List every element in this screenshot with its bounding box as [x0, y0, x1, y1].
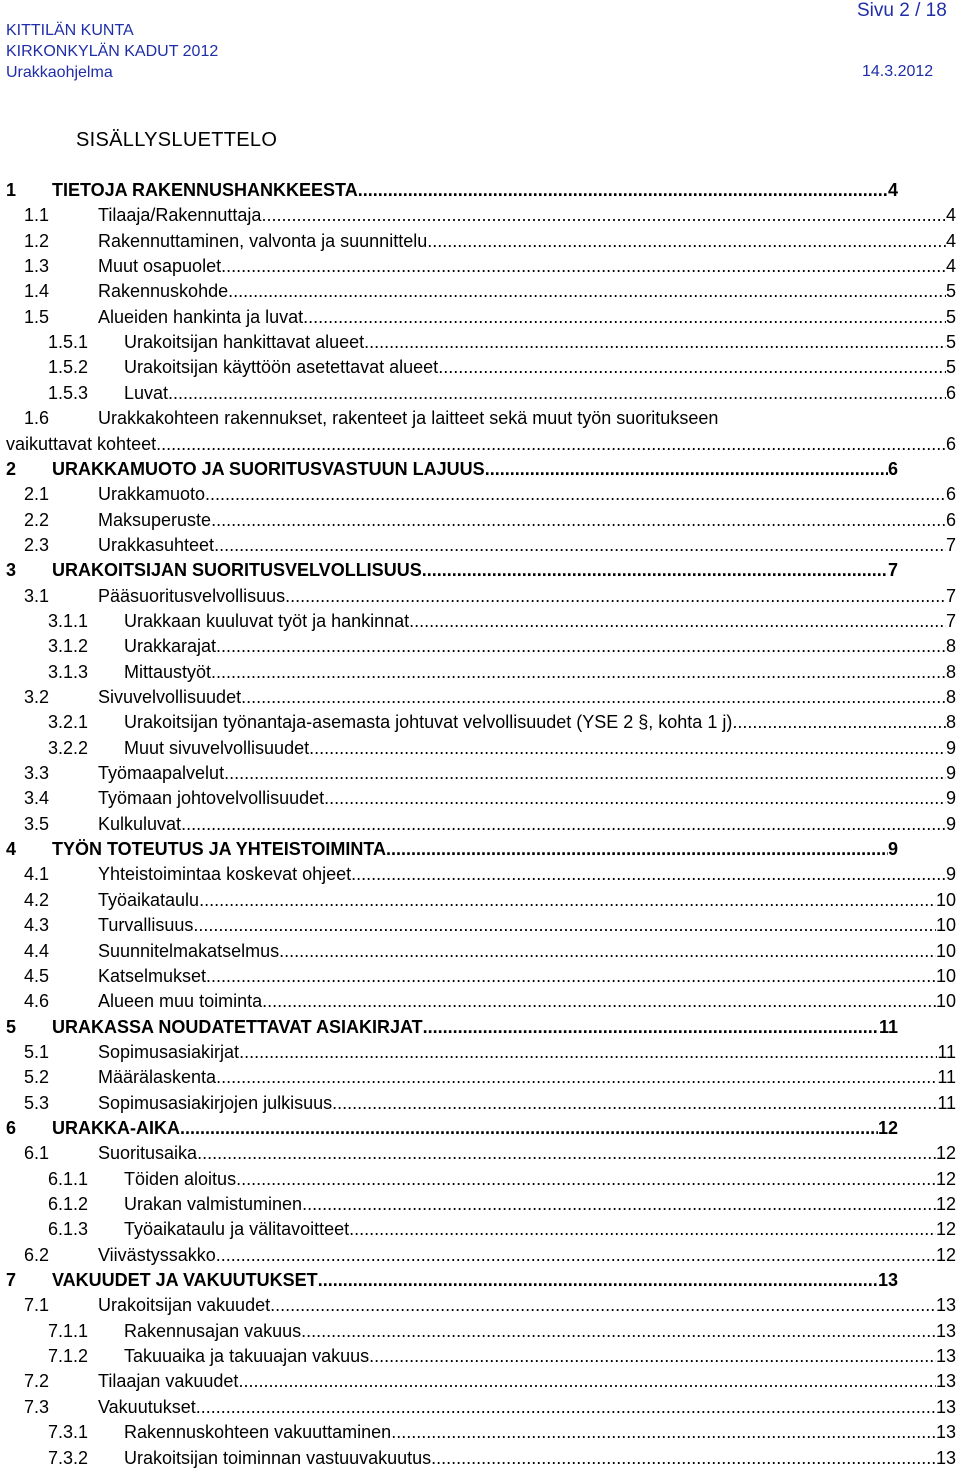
toc-entry-number: 7.3.2	[48, 1447, 89, 1468]
toc-entry-number: 3.2.1	[48, 712, 89, 733]
toc-entry-title: Suunnitelmakatselmus	[98, 940, 280, 961]
toc-entry[interactable]	[0, 1268, 960, 1293]
dot-leader	[485, 457, 888, 482]
toc-entry-number: 2.2	[24, 509, 50, 530]
dot-leader	[332, 1091, 937, 1116]
toc-entry-page: 10	[935, 991, 956, 1012]
toc-entry-page: 7	[945, 610, 956, 631]
toc-entry-title: Urakoitsijan toiminnan vastuuvakuutus	[124, 1447, 432, 1468]
toc-entry-page: 9	[945, 788, 956, 809]
dot-leader	[423, 1015, 879, 1040]
toc-entry[interactable]	[0, 482, 960, 507]
toc-entry-page: 5	[945, 281, 956, 302]
toc-entry-number: 3.2	[24, 687, 50, 707]
toc-entry-title: Urakoitsijan käyttöön asetettavat alueet	[124, 357, 439, 378]
toc-entry[interactable]	[0, 1319, 960, 1344]
toc-entry-number: 7.3	[24, 1396, 50, 1417]
header-project: KIRKONKYLÄN KADUT 2012	[6, 43, 219, 60]
dot-leader	[301, 1319, 936, 1344]
dot-leader	[422, 558, 888, 583]
toc-entry-number: 4	[6, 839, 17, 860]
toc-entry[interactable]	[0, 1116, 960, 1141]
toc-entry[interactable]	[0, 558, 960, 583]
toc-entry-page: 10	[935, 965, 956, 986]
toc-entry-title: Maksuperuste	[98, 509, 212, 530]
toc-entry-number: 1.1	[24, 205, 50, 226]
dot-leader	[216, 1065, 937, 1090]
toc-entry-number: 4.4	[24, 940, 50, 961]
toc-entry[interactable]	[0, 1344, 960, 1369]
toc-entry-title: Urakkarajat	[124, 636, 217, 657]
toc-entry-number: 1.5	[24, 306, 50, 327]
dot-leader	[216, 634, 946, 659]
toc-entry-number: 4.2	[24, 889, 50, 910]
toc-entry-title: Rakennusajan vakuus	[124, 1320, 302, 1341]
toc-entry[interactable]	[0, 279, 960, 304]
dot-leader	[238, 1369, 936, 1394]
toc-entry[interactable]	[0, 1395, 960, 1420]
toc-entry-number: 6.1	[24, 1143, 50, 1164]
dot-leader	[205, 482, 946, 507]
toc-entry-title: Alueiden hankinta ja luvat	[98, 306, 304, 327]
dot-leader	[279, 939, 936, 964]
toc-entry-title: Mittaustyöt	[124, 661, 212, 682]
dot-leader	[193, 913, 936, 938]
toc-entry-page: 12	[935, 1143, 956, 1164]
toc-entry-number: 5.2	[24, 1067, 50, 1088]
dot-leader	[270, 1293, 936, 1318]
toc-entry-number: 3.5	[24, 813, 50, 834]
toc-entry[interactable]	[0, 381, 960, 406]
toc-entry-title: Tilaajan vakuudet	[98, 1371, 239, 1392]
toc-entry-number: 3.1.3	[48, 661, 89, 682]
toc-entry-page: 4	[945, 230, 956, 251]
toc-entry-title: VAKUUDET JA VAKUUTUKSET	[52, 1270, 318, 1291]
toc-entry-page: 6	[945, 484, 956, 505]
toc-entry[interactable]	[0, 1446, 960, 1471]
toc-entry-page: 13	[935, 1396, 956, 1417]
toc-entry-title: Urakkamuoto	[98, 484, 206, 505]
toc-entry-number: 6.2	[24, 1244, 50, 1265]
toc-entry[interactable]	[0, 660, 960, 685]
dot-leader	[180, 1116, 878, 1141]
toc-entry[interactable]	[0, 1293, 960, 1318]
toc-entry-number: 7.1.2	[48, 1346, 89, 1367]
toc-entry-page: 9	[945, 813, 956, 834]
toc-entry-page: 6	[945, 433, 956, 454]
dot-leader	[221, 254, 946, 279]
toc-entry[interactable]	[0, 1065, 960, 1090]
toc-entry-page: 9	[887, 839, 898, 860]
toc-entry-page: 5	[945, 332, 956, 353]
toc-entry-page: 11	[878, 1016, 898, 1037]
toc-entry-page: 11	[937, 1067, 956, 1088]
toc-entry[interactable]	[0, 913, 960, 938]
toc-entry-page: 5	[945, 357, 956, 378]
dot-leader	[224, 761, 946, 786]
toc-entry[interactable]	[0, 634, 960, 659]
toc-entry-page: 4	[887, 180, 898, 200]
toc-entry-title: URAKOITSIJAN SUORITUSVELVOLLISUUS	[52, 560, 422, 581]
toc-entry-page: 10	[935, 915, 956, 936]
toc-entry-title: Urakoitsijan hankittavat alueet	[124, 332, 365, 353]
header-date: 14.3.2012	[862, 63, 934, 80]
toc-entry-page: 9	[945, 864, 956, 885]
toc-entry-page: 6	[945, 382, 956, 403]
toc-entry[interactable]	[0, 508, 960, 533]
toc-entry-page: 6	[945, 509, 956, 530]
toc-entry[interactable]	[0, 1369, 960, 1394]
dot-leader	[228, 279, 946, 304]
toc-entry-title: Yhteistoimintaa koskevat ohjeet	[98, 864, 352, 885]
toc-entry[interactable]	[0, 862, 960, 887]
dot-leader	[351, 862, 946, 887]
toc-entry-number: 1.4	[24, 281, 50, 302]
dot-leader	[318, 1268, 878, 1293]
toc-entry[interactable]	[0, 203, 960, 228]
dot-leader	[427, 229, 946, 254]
toc-entry-page: 13	[935, 1422, 956, 1443]
toc-entry-page: 12	[935, 1219, 956, 1240]
toc-entry-page: 7	[945, 534, 956, 555]
toc-entry-number: 7.2	[24, 1371, 50, 1392]
toc-entry-title: Sivuvelvollisuudet	[98, 687, 242, 707]
toc-entry-page: 13	[935, 1295, 956, 1316]
toc-entry-title: Viivästyssakko	[98, 1244, 216, 1265]
toc-entry-number: 7	[6, 1270, 17, 1291]
toc-entry-page: 11	[937, 1041, 956, 1062]
dot-leader	[303, 305, 946, 330]
toc-entry-page: 13	[935, 1320, 956, 1341]
page-number: Sivu 2 / 18	[857, 0, 947, 21]
toc-entry[interactable]	[0, 1243, 960, 1268]
dot-leader	[358, 178, 888, 203]
toc-entry-title: Kulkuluvat	[98, 813, 182, 834]
toc-entry-number: 1	[6, 180, 17, 200]
toc-entry-title: TIETOJA RAKENNUSHANKKEESTA	[52, 180, 358, 200]
toc-entry-number: 6.1.3	[48, 1219, 89, 1240]
toc-entry-number: 1.5.1	[48, 332, 89, 353]
toc-entry-number: 2	[6, 458, 17, 479]
dot-leader	[211, 660, 946, 685]
dot-leader	[216, 1243, 936, 1268]
toc-entry[interactable]	[0, 254, 960, 279]
toc-entry-page: 11	[937, 1092, 956, 1113]
toc-entry-number: 4.6	[24, 991, 50, 1012]
toc-entry-title: Takuuaika ja takuuajan vakuus	[124, 1346, 370, 1367]
toc-entry-title: Urakkakohteen rakennukset, rakenteet ja laitteet sekä muut työn suoritukseen	[98, 408, 719, 429]
toc-entry[interactable]	[0, 736, 960, 761]
dot-leader	[309, 736, 946, 761]
toc-entry-title: URAKKA-AIKA	[52, 1117, 180, 1138]
dot-leader	[214, 533, 946, 558]
toc-entry[interactable]	[0, 837, 960, 862]
toc-entry[interactable]	[0, 406, 960, 431]
dot-leader	[364, 330, 946, 355]
dot-leader	[199, 888, 936, 913]
dot-leader	[181, 812, 946, 837]
toc-entry[interactable]	[0, 888, 960, 913]
toc-entry-title: Tilaaja/Rakennuttaja	[98, 205, 262, 226]
dot-leader	[197, 1141, 936, 1166]
toc-entry-title: Työaikataulu	[98, 889, 200, 910]
dot-leader	[156, 432, 946, 457]
toc-entry-title-continued: vaikuttavat kohteet	[6, 433, 157, 454]
toc-entry-page: 5	[945, 306, 956, 327]
dot-leader	[196, 1395, 936, 1420]
toc-entry-number: 5	[6, 1016, 17, 1037]
dot-leader	[261, 203, 946, 228]
toc-entry-title: Katselmukset	[98, 965, 207, 986]
toc-entry-page: 13	[935, 1447, 956, 1468]
toc-entry[interactable]	[0, 457, 960, 482]
header-doc-type: Urakkaohjelma	[6, 64, 113, 81]
toc-entry-number: 7.1	[24, 1295, 50, 1316]
toc-entry-number: 1.3	[24, 256, 50, 277]
toc-entry[interactable]	[0, 355, 960, 380]
dot-leader	[211, 508, 946, 533]
toc-entry-title: URAKASSA NOUDATETTAVAT ASIAKIRJAT	[52, 1016, 423, 1037]
toc-entry[interactable]	[0, 229, 960, 254]
toc-entry[interactable]	[0, 786, 960, 811]
toc-entry-page: 9	[945, 763, 956, 784]
dot-leader	[431, 1446, 936, 1471]
toc-entry[interactable]	[0, 533, 960, 558]
dot-leader	[285, 584, 946, 609]
dot-leader	[438, 355, 946, 380]
dot-leader	[409, 609, 946, 634]
toc-entry[interactable]	[0, 989, 960, 1014]
toc-entry[interactable]	[0, 1420, 960, 1445]
toc-entry-page: 9	[945, 737, 956, 758]
toc-entry-page: 12	[935, 1168, 956, 1189]
toc-entry-page: 6	[887, 458, 898, 479]
toc-entry[interactable]	[0, 761, 960, 786]
toc-entry-title: Sopimusasiakirjat	[98, 1041, 240, 1062]
toc-entry-number: 3.1	[24, 585, 50, 606]
dot-leader	[324, 786, 946, 811]
toc-entry-number: 7.3.1	[48, 1422, 89, 1443]
toc-entry-number: 5.1	[24, 1041, 50, 1062]
toc-entry-page: 10	[935, 940, 956, 961]
toc-entry[interactable]	[0, 178, 960, 203]
toc-entry-number: 4.3	[24, 915, 50, 936]
dot-leader	[239, 1040, 937, 1065]
dot-leader	[349, 1217, 936, 1242]
toc-entry[interactable]	[0, 685, 960, 710]
toc-entry[interactable]	[0, 1040, 960, 1065]
toc-entry-number: 3.2.2	[48, 737, 89, 758]
toc-entry-number: 4.1	[24, 864, 50, 885]
toc-entry-page: 7	[887, 560, 898, 581]
toc-entry[interactable]	[0, 939, 960, 964]
toc-title: SISÄLLYSLUETTELO	[76, 129, 278, 151]
toc-entry-page: 8	[945, 661, 956, 682]
toc-entry-title: Rakennuskohteen vakuuttaminen	[124, 1422, 392, 1443]
toc-entry-title: Töiden aloitus	[124, 1168, 237, 1189]
toc-entry-title: Määrälaskenta	[98, 1067, 217, 1088]
toc-entry-title: Sopimusasiakirjojen julkisuus	[98, 1092, 333, 1113]
toc-entry-title: Työmaan johtovelvollisuudet	[98, 788, 325, 809]
toc-entry[interactable]	[0, 710, 960, 735]
toc-entry[interactable]	[0, 305, 960, 330]
toc-entry-continuation[interactable]	[0, 432, 960, 457]
dot-leader	[262, 989, 936, 1014]
toc-entry-page: 8	[945, 687, 956, 707]
toc-entry-title: Urakoitsijan vakuudet	[98, 1295, 271, 1316]
toc-entry-number: 3.3	[24, 763, 50, 784]
toc-entry-number: 4.5	[24, 965, 50, 986]
toc-entry[interactable]	[0, 609, 960, 634]
toc-entry-number: 7.1.1	[48, 1320, 89, 1341]
toc-entry-page: 10	[935, 889, 956, 910]
toc-entry-title: Urakoitsijan työnantaja-asemasta johtuvat velvollisuudet (YSE 2 §, kohta 1 j)	[124, 712, 733, 733]
toc-entry-page: 13	[935, 1371, 956, 1392]
toc-entry-number: 5.3	[24, 1092, 50, 1113]
toc-entry[interactable]	[0, 1091, 960, 1116]
toc-entry-number: 6.1.1	[48, 1168, 89, 1189]
toc-entry[interactable]	[0, 1217, 960, 1242]
toc-entry-page: 12	[935, 1244, 956, 1265]
toc-entry[interactable]	[0, 584, 960, 609]
toc-entry-page: 8	[945, 636, 956, 657]
toc-entry-page: 13	[935, 1346, 956, 1367]
header-org: KITTILÄN KUNTA	[6, 22, 134, 39]
toc-entry-title: Pääsuoritusvelvollisuus	[98, 585, 286, 606]
toc-entry-title: URAKKAMUOTO JA SUORITUSVASTUUN LAJUUS	[52, 458, 485, 479]
toc-entry-number: 1.5.2	[48, 357, 89, 378]
toc-entry-title: TYÖN TOTEUTUS JA YHTEISTOIMINTA	[52, 839, 387, 860]
dot-leader	[241, 685, 946, 710]
toc-entry-title: Urakkasuhteet	[98, 534, 215, 555]
dot-leader	[236, 1167, 936, 1192]
toc-entry[interactable]	[0, 330, 960, 355]
toc-entry[interactable]	[0, 1167, 960, 1192]
toc-entry-title: Urakkaan kuuluvat työt ja hankinnat	[124, 610, 410, 631]
toc-entry-page: 4	[945, 256, 956, 277]
toc-entry-number: 2.3	[24, 534, 50, 555]
toc-entry-page: 7	[945, 585, 956, 606]
toc-entry-number: 1.6	[24, 408, 50, 429]
toc-entry-title: Turvallisuus	[98, 915, 194, 936]
toc-entry[interactable]	[0, 1192, 960, 1217]
toc-entry-title: Luvat	[124, 382, 169, 403]
toc-entry-title: Työmaapalvelut	[98, 763, 225, 784]
toc-entry-number: 2.1	[24, 484, 50, 505]
dot-leader	[302, 1192, 936, 1217]
dot-leader	[386, 837, 888, 862]
toc-entry-number: 3.1.1	[48, 610, 89, 631]
toc-entry[interactable]	[0, 812, 960, 837]
toc-entry[interactable]	[0, 964, 960, 989]
toc-entry[interactable]	[0, 1015, 960, 1040]
toc-entry-page: 13	[877, 1270, 898, 1291]
toc-entry-title: Suoritusaika	[98, 1143, 198, 1164]
toc-entry-title: Muut sivuvelvollisuudet	[124, 737, 310, 758]
dot-leader	[732, 710, 946, 735]
toc-entry[interactable]	[0, 1141, 960, 1166]
toc-entry-title: Rakennuskohde	[98, 281, 229, 302]
dot-leader	[369, 1344, 936, 1369]
toc-entry-page: 12	[877, 1117, 898, 1138]
toc-entry-number: 6.1.2	[48, 1194, 89, 1214]
toc-entry-title: Urakan valmistuminen	[124, 1194, 303, 1214]
toc-entry-page: 4	[945, 205, 956, 226]
toc-entry-title: Vakuutukset	[98, 1396, 196, 1417]
toc-entry-number: 3.1.2	[48, 636, 89, 657]
dot-leader	[391, 1420, 936, 1445]
toc-entry-number: 3	[6, 560, 17, 581]
toc-entry-title: Alueen muu toiminta	[98, 991, 263, 1012]
toc-entry-title: Työaikataulu ja välitavoitteet	[124, 1219, 350, 1240]
toc-entry-number: 1.2	[24, 230, 50, 251]
toc-entry-number: 6	[6, 1117, 17, 1138]
toc-entry-title: Rakennuttaminen, valvonta ja suunnittelu	[98, 230, 428, 251]
toc-entry-page: 8	[945, 712, 956, 733]
dot-leader	[206, 964, 936, 989]
toc-entry-number: 3.4	[24, 788, 50, 809]
toc-entry-number: 1.5.3	[48, 382, 89, 403]
dot-leader	[168, 381, 946, 406]
toc-entry-title: Muut osapuolet	[98, 256, 222, 277]
toc-entry-page: 12	[935, 1194, 956, 1214]
